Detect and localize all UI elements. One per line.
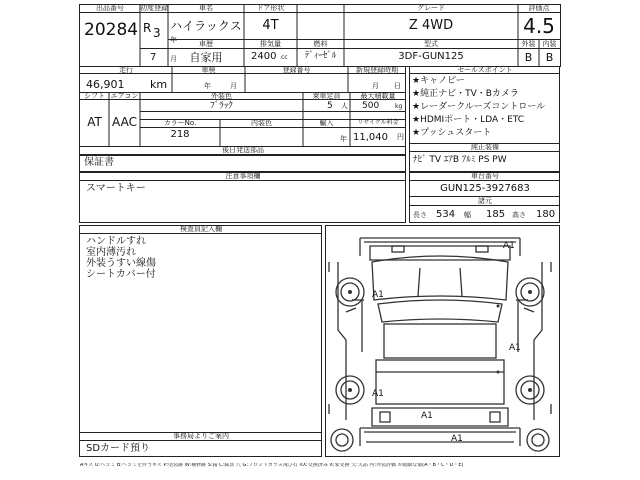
notes-label: 注意事項欄 xyxy=(225,172,261,180)
max-load: 500 xyxy=(362,101,380,111)
height-label: 高さ xyxy=(512,211,526,219)
inspection-label: 車検 xyxy=(201,66,216,74)
inspection-label: 検査員記入欄 xyxy=(180,225,222,233)
height: 180 xyxy=(536,209,556,220)
month-unit: 月 xyxy=(170,55,177,63)
ac: AAC xyxy=(112,115,137,129)
type-label: 車歴 xyxy=(199,40,213,48)
damage-legend: Aキズ U:ヘコミ B:ヘコミを伴うキズ P:塗装跡 W:補修跡 S:錆 C:腐食 穴 G:フロントガラス飛び石 XX:交換済み X:要交換 欠:欠品 内:外装評価 ①微細な傷(A・B・C・D・E) xyxy=(80,463,464,468)
reg-label: 登録番号 xyxy=(282,66,311,74)
doors: 4T xyxy=(262,18,279,33)
damage-mark: A1 xyxy=(503,241,515,251)
model-code-label: 型式 xyxy=(424,40,438,48)
grade-label: グレード xyxy=(417,4,445,12)
capacity-label: 乗車定員 xyxy=(312,92,341,100)
equipment-label: 純正装備 xyxy=(471,143,499,151)
inspection-month: 月 xyxy=(230,82,237,90)
width-label: 幅 xyxy=(464,211,471,219)
attach: 保証書 xyxy=(84,157,114,168)
ext-color: ﾌﾞﾗｯｸ xyxy=(210,101,233,111)
office-label: 事務局よりご案内 xyxy=(173,432,229,440)
inspection-year: 年 xyxy=(204,82,211,90)
capacity-unit: 人 xyxy=(341,102,348,110)
sales-points-label: セールスポイント xyxy=(457,66,513,74)
office-note: SDカード預り xyxy=(86,443,151,454)
recycle-date-label: 新規登録時期 xyxy=(356,66,398,74)
mileage: 46,901 xyxy=(86,78,125,91)
sales-point: ★プッシュスタート xyxy=(412,128,492,138)
shift-label: シフト xyxy=(84,92,105,100)
mileage-label: 走行 xyxy=(119,66,133,74)
recycle-fee-unit: 円 xyxy=(397,133,404,141)
damage-mark: A1 xyxy=(421,411,433,421)
capacity: 5 xyxy=(327,101,333,111)
mileage-unit: km xyxy=(150,78,168,91)
width: 185 xyxy=(486,209,506,220)
first-reg-label: 初度登録 xyxy=(140,4,168,12)
max-load-label: 最大積載量 xyxy=(360,92,396,100)
inspection-note: ハンドルすれ xyxy=(86,236,146,247)
doors-label: ドア形状 xyxy=(256,4,285,12)
fuel-label: 燃料 xyxy=(313,40,328,48)
color-no-label: カラーNo. xyxy=(163,119,197,127)
cc: 2400 xyxy=(251,51,277,62)
int-color-label: 内装色 xyxy=(251,119,272,127)
fuel: ﾃﾞｨｰｾﾞﾙ xyxy=(304,51,337,61)
ext-grade-label: 外装 xyxy=(521,40,536,48)
inspection-note: シートカバー付 xyxy=(86,269,156,280)
model-name: ハイラックス xyxy=(170,19,242,33)
damage-mark: A1 xyxy=(372,389,384,399)
lot-number: 20284 xyxy=(84,20,139,40)
grade: Z 4WD xyxy=(408,18,454,33)
type: 自家用 xyxy=(189,51,223,64)
year-unit: 年 xyxy=(170,36,177,44)
damage-mark: A1 xyxy=(372,290,384,300)
recycle-fee-label: リサイクル料金 xyxy=(357,119,399,126)
attach-label: 後日発送部品 xyxy=(222,146,264,154)
era: R xyxy=(143,21,152,35)
first-reg-month: 7 xyxy=(150,52,157,63)
score-label: 評価点 xyxy=(528,4,550,12)
notes: スマートキー xyxy=(86,183,146,194)
model-name-label: 車名 xyxy=(199,4,213,12)
ext-color-label: 外装色 xyxy=(211,92,232,100)
score: 4.5 xyxy=(523,14,555,38)
sales-point: ★純正ナビ・TV・Bカメラ xyxy=(412,89,519,99)
chassis-number: GUN125-3927683 xyxy=(440,183,530,194)
inspection-note: 室内薄汚れ xyxy=(86,247,136,258)
sales-point: ★HDMIポート・LDA・ETC xyxy=(412,115,525,125)
inspection-note: 外装うすい線傷 xyxy=(86,258,156,269)
dims-label: 諸元 xyxy=(478,197,492,205)
color-no: 218 xyxy=(170,129,190,140)
int-grade: B xyxy=(545,51,554,64)
length: 534 xyxy=(436,209,456,220)
lot-no-label: 出品番号 xyxy=(96,4,124,12)
model-code: 3DF-GUN125 xyxy=(398,51,464,62)
damage-mark: A1 xyxy=(451,434,463,444)
shift: AT xyxy=(87,115,102,129)
chassis-label: 車台番号 xyxy=(471,172,499,180)
recycle-date-day: 日 xyxy=(394,82,401,90)
sales-point: ★レーダークルーズコントロール xyxy=(412,102,546,112)
length-label: 長さ xyxy=(413,211,427,219)
cc-unit: cc xyxy=(281,54,288,61)
recycle-fee: 11,040 xyxy=(353,132,388,143)
equipment: ﾅﾋﾞ TV ｴｱB ｱﾙﾐ PS PW xyxy=(413,155,507,165)
import-label: 輸入 xyxy=(319,119,334,127)
damage-mark: A1 xyxy=(509,343,521,353)
max-load-unit: kg xyxy=(395,103,403,110)
ext-grade: B xyxy=(524,51,533,64)
cc-label: 排気量 xyxy=(260,40,281,48)
int-grade-label: 内装 xyxy=(542,40,557,48)
first-reg-year: 3 xyxy=(153,26,161,40)
ac-label: エアコン xyxy=(110,92,139,100)
import-unit: 年 xyxy=(340,135,347,143)
sales-point: ★キャノピー xyxy=(412,76,465,86)
recycle-date-month: 月 xyxy=(372,82,379,90)
